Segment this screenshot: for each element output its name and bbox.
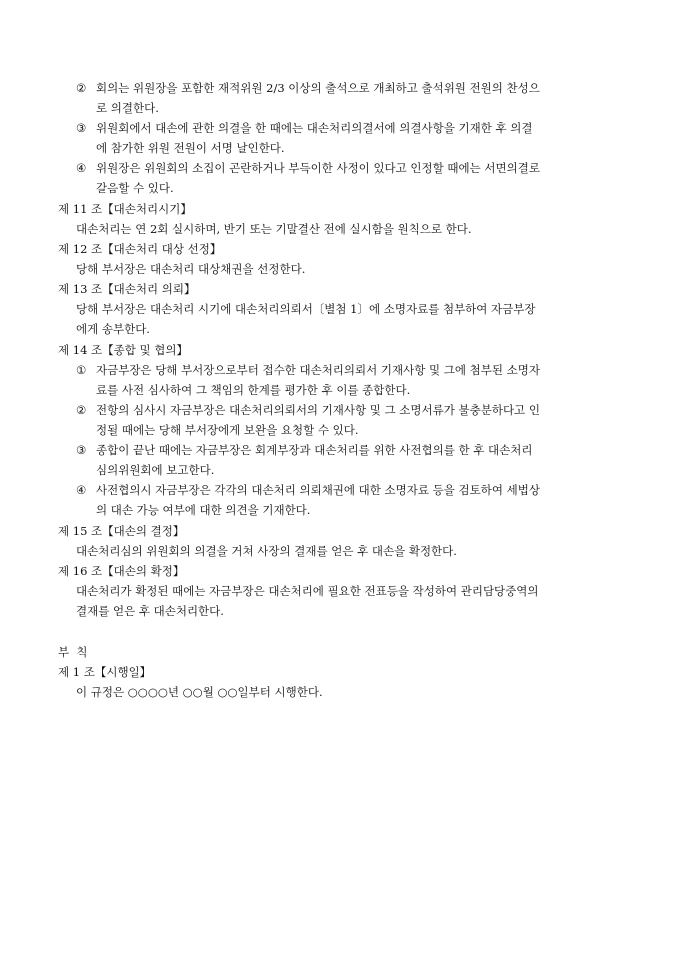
clause-text-continued: 의 대손 가능 여부에 대한 의견을 기재한다. [96, 503, 311, 517]
clause-text: 자금부장은 당해 부서장으로부터 접수한 대손처리의뢰서 기재사항 및 그에 첨부된 소명자 [96, 363, 540, 377]
clause-item [76, 78, 540, 98]
clause-number: ④ [76, 483, 87, 497]
clause-number: ③ [76, 443, 87, 457]
clause-text-continued: 심의위원회에 보고한다. [96, 463, 215, 477]
article-heading: 제 1 조【시행일】 [58, 665, 152, 679]
clause-text-continued: 에 참가한 위원 전원이 서명 날인한다. [96, 141, 285, 155]
article-heading: 제 11 조【대손처리시기】 [58, 202, 192, 216]
clause-number: ④ [76, 161, 87, 175]
clause-item [76, 360, 540, 380]
clause-text: 전항의 심사시 자금부장은 대손처리의뢰서의 기재사항 및 그 소명서류가 불충분하다고 인 [96, 403, 540, 417]
clause-text: 위원회에서 대손에 관한 의결을 한 때에는 대손처리의결서에 의결사항을 기재한 후 의결 [96, 121, 533, 135]
article-body: 당해 부서장은 대손처리 대상채권을 선정한다. [76, 262, 306, 276]
article-body: 당해 부서장은 대손처리 시기에 대손처리의뢰서〔별첨 1〕에 소명자료를 첨부하여 자금부장 [76, 302, 536, 316]
article-heading: 제 13 조【대손처리 의뢰】 [58, 282, 196, 296]
article-body: 이 규정은 ○○○○년 ○○월 ○○일부터 시행한다. [76, 685, 323, 699]
clause-number: ② [76, 81, 87, 95]
clause-number: ② [76, 403, 87, 417]
article-heading: 제 16 조【대손의 확정】 [58, 564, 185, 578]
article-heading: 제 12 조【대손처리 대상 선정】 [58, 242, 222, 256]
clause-item [76, 480, 540, 500]
clause-item [76, 158, 540, 178]
article-body: 에게 송부한다. [76, 322, 150, 336]
clause-text: 위원장은 위원회의 소집이 곤란하거나 부득이한 사정이 있다고 인정할 때에는 서면의결로 [96, 161, 540, 175]
clause-item [76, 440, 532, 460]
article-body: 대손처리가 확정된 때에는 자금부장은 대손처리에 필요한 전표등을 작성하여 관리담당중역의 [76, 584, 539, 598]
article-body: 대손처리심의 위원회의 의결을 거쳐 사장의 결재를 얻은 후 대손을 확정한다. [76, 544, 457, 558]
clause-text: 종합이 끝난 때에는 자금부장은 회계부장과 대손처리를 위한 사전협의를 한 후 대손처리 [96, 443, 533, 457]
clause-text: 사전협의시 자금부장은 각각의 대손처리 의뢰채권에 대한 소명자료 등을 검토하여 세법상 [96, 483, 540, 497]
clause-text-continued: 료를 사전 심사하여 그 책임의 한계를 평가한 후 이를 종합한다. [96, 383, 411, 397]
clause-item [76, 400, 540, 420]
clause-item [76, 118, 532, 138]
article-body: 대손처리는 연 2회 실시하며, 반기 또는 기말결산 전에 실시함을 원칙으로 한다. [76, 222, 472, 236]
clause-number: ① [76, 363, 87, 377]
article-heading: 제 15 조【대손의 결정】 [58, 524, 185, 538]
clause-number: ③ [76, 121, 87, 135]
clause-text-continued: 갈음할 수 있다. [96, 181, 174, 195]
article-heading: 제 14 조【종합 및 협의】 [58, 343, 189, 357]
clause-text: 회의는 위원장을 포함한 재적위원 2/3 이상의 출석으로 개최하고 출석위원 전원의 찬성으 [96, 81, 540, 95]
clause-text-continued: 정될 때에는 당해 부서장에게 보완을 요청할 수 있다. [96, 423, 359, 437]
article-body: 결재를 얻은 후 대손처리한다. [76, 604, 224, 618]
clause-text-continued: 로 의결한다. [96, 101, 159, 115]
supplementary-title: 부 칙 [58, 645, 88, 659]
